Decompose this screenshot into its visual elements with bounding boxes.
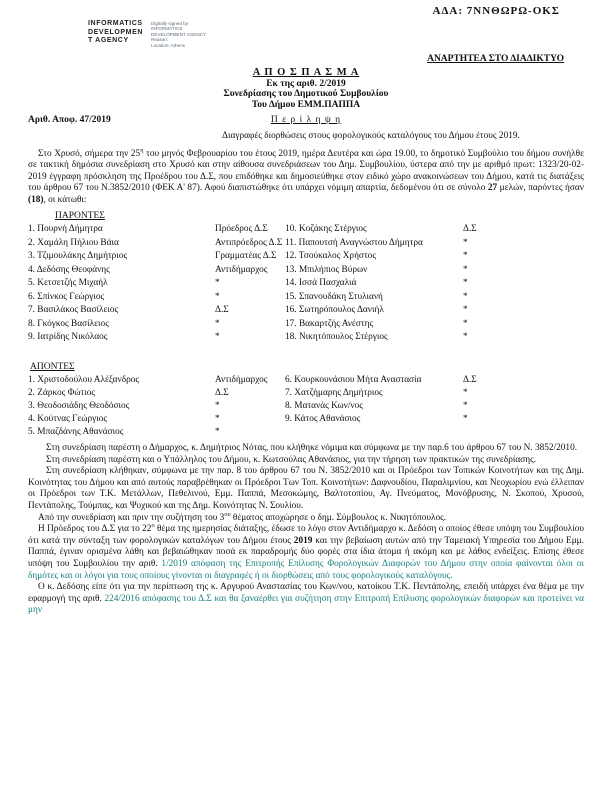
present-table	[28, 223, 584, 345]
member-name: 8. Ματανάς Κων/νος	[285, 400, 363, 411]
mayor-presence-paragraph: Στη συνεδρίαση παρέστη ο Δήμαρχος, κ. Δημήτριος Νότας, που κλήθηκε νόμιμα και σύμφωνα με την παρ.6 του άρθρου 67 του Ν. 3852/2010.	[46, 442, 578, 453]
member-name: 2. Χαμάλη Πήλιου Βάια	[28, 237, 119, 248]
member-role: *	[463, 332, 468, 343]
member-name: 6. Κουρκουνάσιου Μήτα Αναστασία	[285, 374, 422, 385]
member-name: 4. Δεδόσης Θεοφάνης	[28, 264, 110, 275]
municipality-name: Του Δήμου ΕΜΜ.ΠΑΠΠΑ	[251, 99, 361, 110]
text-segment: 224/2016 απόφασης του Δ.Σ και θα ξαναέρθει για συζήτηση στην Επιτροπή Επίλυσης φορολογικών διαφορών και προτείνει να μην	[28, 593, 584, 616]
text-segment: Η Πρόεδρος του Δ.Σ για το 22	[38, 524, 152, 535]
text-segment: του μηνός Φεβρουαρίου του έτους 2019, ημέρα Δευτέρα και ώρα 19.00, το δημοτικό Συμβούλιο του δήμου συνήλθε σε τακτική δημόσια συνεδρίαση στο Χρυσό και στην αίθουσα συνεδριάσεων του Δημ. Συμβουλίου, ύστερα από την με αριθμό πρωτ: 1323/20-02-2019 έγγραφη πρόσκληση της Προέδρου του Δ.Σ, που επιδόθηκε και δημοσιεύθηκε στον ειδικό χώρο ανακοινώσεων του Δήμου, κατά τις διατάξεις του άρθρου 67 του Ν.3852/2010 (ΦΕΚ Α' 87). Αφού διαπιστώθηκε ότι υπάρχει νόμιμη απαρτία, δεδομένου ότι σε σύνολο	[28, 148, 584, 194]
member-name: 9. Κάτος Αθανάσιος	[285, 413, 361, 424]
member-role: *	[215, 413, 220, 424]
member-role: *	[215, 332, 220, 343]
member-role: Δ.Σ	[463, 224, 477, 235]
departure-note-paragraph	[28, 510, 584, 525]
stamp-agency-line: T AGENCY	[88, 37, 129, 44]
member-role: *	[463, 400, 468, 411]
member-role: *	[463, 278, 468, 289]
member-name: 11. Παπουτσή Αναγνώστου Δήμητρα	[285, 237, 423, 248]
text-segment: , οι κάτωθι:	[43, 194, 87, 205]
stamp-signature-line: Location: Athens	[151, 42, 185, 48]
member-role: Αντιπρόεδρος Δ.Σ	[215, 237, 283, 248]
text-segment: μελών, παρόντες ήσαν	[497, 183, 584, 194]
session-number: Εκ της αριθ. 2/2019	[266, 78, 346, 89]
member-name: 9. Ιατρίδης Νικόλαος	[28, 332, 108, 343]
member-name	[285, 426, 463, 439]
member-name: 3. Θεοδοσιάδης Θεοδόσιος	[28, 400, 130, 411]
member-role: Δ.Σ	[463, 374, 477, 385]
session-title: Συνεδρίασης του Δημοτικού Συμβουλίου	[223, 89, 389, 99]
member-role: *	[215, 426, 220, 437]
text-segment: ο	[151, 522, 155, 530]
digital-signature-stamp	[88, 20, 584, 52]
text-segment: και την βεβαίωση αυτών από την Ταμειακή Υπηρεσία του Δήμου Εμμ. Παππά, έγιναν ορισμένα λάθη και βεβαιώθηκαν ποσά εκ παραδρομής δύο φορές στα ίδια άτομα ή ακόμη και με λάθος ενδείξεις. Επίσης έθεσε υπόψη του Συμβουλίου την αριθ.	[28, 535, 584, 569]
stamp-agency-line: INFORMATICS	[88, 20, 143, 27]
stamp-signature-line: Digitally signed by	[151, 21, 189, 26]
member-name: 17. Βακαρτζής Ανέστης	[285, 318, 374, 329]
member-name: 1. Χριστοδούλου Αλέξανδρος	[28, 374, 140, 385]
community-presidents-paragraph: Στη συνεδρίαση κλήθηκαν, σύμφωνα με την παρ. 8 του άρθρου 67 του Ν. 3852/2010 και οι Πρόεδροι των Τοπικών Κοινοτήτων και της Δημ. Κοινότητας του Δήμου και από αυτούς παραβρέθηκαν οι Πρόεδροι Των Τοπ. Κοινοτήτων: Δαφνουδίου, Παραλιμνίου, και Νεοχωρίου ενώ έλλειπαν οι Πρόεδροι των Τ.Κ. Μετάλλων, Πεθελινού, Εμμ. Παππά, Μεσοκώμης, Βαλτοτοπίου, Αγ. Πνεύματος, Μονόβρυσης, Ν. Σκοπού, Χρυσού, Πεντάπολης, Τούμπας, και Ψυχικού και της Δημ. Κοινότητας Ν. Σουλίου.	[28, 466, 584, 511]
member-name: 10. Κοζάκης Στέργιος	[285, 224, 367, 235]
text-segment: η	[140, 146, 144, 154]
member-name: 7. Βασιλάκος Βασίλειος	[28, 305, 119, 316]
intro-paragraph	[28, 146, 584, 207]
ada-code: ΑΔΑ: 7ΝΝΘΩΡΩ-ΟΚΣ	[432, 5, 560, 17]
member-role: *	[215, 318, 220, 329]
member-role: Αντιδήμαρχος	[215, 374, 268, 385]
topic-introduction-paragraph	[28, 524, 584, 582]
text-segment: 2019	[293, 535, 313, 546]
member-role: *	[463, 264, 468, 275]
member-name: 4. Κούτνας Γεώργιος	[28, 413, 108, 424]
member-role	[463, 426, 584, 439]
member-role: *	[463, 251, 468, 262]
absent-heading: ΑΠΟΝΤΕΣ	[30, 361, 75, 372]
member-role: Δ.Σ	[215, 387, 229, 398]
document-title: Α Π Ο Σ Π Α Σ Μ Α	[252, 67, 360, 78]
text-segment: (18)	[28, 194, 44, 205]
member-name: 18. Νικητόπουλος Στέργιος	[285, 332, 388, 343]
member-role: *	[215, 291, 220, 302]
member-name: 12. Τσούκαλος Χρήστος	[285, 251, 377, 262]
stamp-signature-line: INFORMATICS	[151, 26, 183, 32]
member-role: *	[463, 291, 468, 302]
member-role: Αντιδήμαρχος	[215, 264, 268, 275]
member-name: 5. Κετσετζής Μιχαήλ	[28, 278, 108, 289]
member-name: 6. Σπίνκος Γεώργιος	[28, 291, 105, 302]
member-name: 5. Μπαζδάνης Αθανάσιος	[28, 426, 124, 437]
text-segment: 27	[487, 183, 498, 194]
text-segment: θέματος αποχώρησε ο δημ. Σύμβουλος κ. Νικητόπουλος.	[230, 512, 447, 523]
member-name: 13. Μπιλήπιος Βύρων	[285, 264, 368, 275]
member-role: *	[463, 237, 468, 248]
member-name: 7. Χατζήμαρης Δημήτριος	[285, 387, 383, 398]
present-heading: ΠΑΡΟΝΤΕΣ	[55, 211, 105, 222]
text-segment: ου	[224, 510, 231, 518]
summary-text: Διαγραφές διορθώσεις στους φορολογικούς καταλόγους του Δήμου έτους 2019.	[222, 131, 520, 141]
clerk-paragraph: Στη συνεδρίαση παρέστη και ο Υπάλληλος του Δήμου, κ. Κωτσούλας Αθανάσιος, για την τήρηση των πρακτικών της συνεδρίασης.	[46, 454, 537, 465]
stamp-signature-line: Reason:	[151, 37, 169, 43]
member-name: 2. Ζάρκος Φώτιος	[28, 387, 96, 398]
stamp-signature-text	[151, 20, 206, 52]
summary-heading: Π ε ρ ί λ η ψ η	[270, 115, 342, 125]
member-role: *	[215, 400, 220, 411]
web-posting-notice: ΑΝΑΡΤΗΤΕΑ ΣΤΟ ΔΙΑΔΙΚΤΥΟ	[427, 54, 564, 64]
member-role: *	[463, 413, 468, 424]
member-name: 16. Σωτηρόπουλος Δανιήλ	[285, 305, 384, 316]
member-role: *	[463, 305, 468, 316]
stamp-agency-line: DEVELOPMEN	[88, 28, 144, 36]
member-role: *	[463, 318, 468, 329]
member-name: 14. Ισσά Πασχαλιά	[285, 278, 357, 289]
member-name: 15. Σπανουδάκη Στυλιανή	[285, 291, 383, 302]
absent-table	[28, 374, 584, 439]
member-role: Δ.Σ	[215, 305, 229, 316]
member-role: *	[215, 278, 220, 289]
member-name: 3. Τζιμουλάκης Δημήτριος	[28, 251, 128, 262]
decision-number: Αριθ. Αποφ. 47/2019	[28, 115, 111, 125]
text-segment: Στο Χρυσό, σήμερα την 25	[38, 148, 141, 159]
decision-row	[28, 115, 584, 128]
text-segment: Ο κ. Δεδόσης είπε ότι για την περίπτωση της κ. Αργυρού Αναστασίας του Κων/νου, κατοίκου Τ.Κ. Πεντάπολης, επειδή υπάρχει ένα θέμα με την εφαρμογή της αριθ.	[28, 582, 584, 604]
member-role: *	[463, 387, 468, 398]
title-block	[28, 68, 584, 110]
member-role: Γραμματέας Δ.Σ	[215, 251, 277, 262]
member-role: Πρόεδρος Δ.Σ	[215, 224, 268, 235]
member-name: 1. Πουρνή Δήμητρα	[28, 224, 103, 235]
member-name: 8. Γκόγκος Βασίλειος	[28, 318, 109, 329]
text-segment: θέμα της ημερησίας διάταξης, έδωσε το λόγο στον Αντιδήμαρχο κ. Δεδόση ο οποίος έθεσε υπόψη του Συμβουλίου ότι κατά την σύνταξη των φορολογικών καταλόγων του Δήμου έτους	[28, 524, 585, 546]
dedosis-statement-paragraph	[28, 582, 584, 617]
stamp-agency-name	[88, 20, 143, 52]
stamp-signature-line: DEVELOPMENT AGENCY	[151, 31, 207, 37]
text-segment: 1/2019 απόφαση της Επιτροπής Επίλυσης Φορολογικών Διαφορών του Δήμου στην οποία φαίνονται όλοι οι δημότες και οι λόγοι για τους οποίους γίνονται οι διαγραφές ή οι διορθώσεις από τους φορολογικούς καταλόγους.	[28, 558, 584, 581]
text-segment: Από την συνεδρίαση και πριν την συζήτηση του 3	[38, 512, 225, 523]
